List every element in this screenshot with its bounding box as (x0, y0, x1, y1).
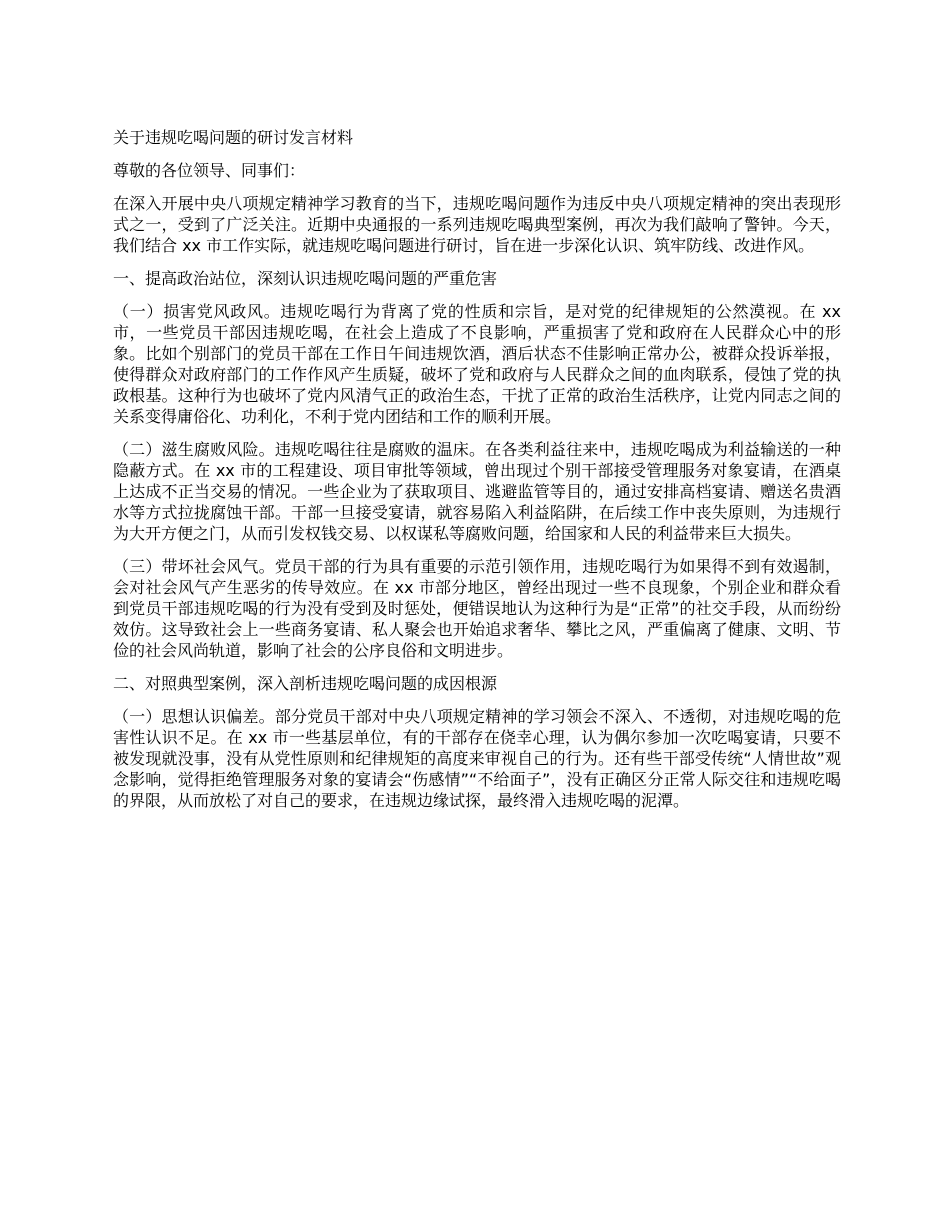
section-1-heading: 一、提高政治站位，深刻认识违规吃喝问题的严重危害 (113, 269, 498, 288)
document-body (113, 127, 841, 823)
section-1-paragraph-3: （三）带坏社会风气。党员干部的行为具有重要的示范引领作用，违规吃喝行为如果得不到有效遏制，会对社会风气产生恶劣的传导效应。在 xx 市部分地区，曾经出现过一些不良现象，个别企业和群众看到党员干部违规吃喝的行为没有受到及时惩处，便错误地认为这种行为是“正常”的社交手段，从而纷纷效仿。这导致社会上一些商务宴请、私人聚会也开始追求奢华、攀比之风，严重偏离了健康、文明、节俭的社会风尚轨道，影响了社会的公序良俗和文明进步。 (113, 557, 841, 660)
section-1-paragraph-1: （一）损害党风政风。违规吃喝行为背离了党的性质和宗旨，是对党的纪律规矩的公然漠视。在 xx 市，一些党员干部因违规吃喝，在社会上造成了不良影响，严重损害了党和政府在人民群众心中的形象。比如个别部门的党员干部在工作日午间违规饮酒，酒后状态不佳影响正常办公，被群众投诉举报，使得群众对政府部门的工作作风产生质疑，破坏了党和政府与人民群众之间的血肉联系，侵蚀了党的执政根基。这种行为也破坏了党内风清气正的政治生态，干扰了正常的政治生活秩序，让党内同志之间的关系变得庸俗化、功利化，不利于党内团结和工作的顺利开展。 (113, 302, 841, 426)
salutation: 尊敬的各位领导、同事们： (113, 161, 306, 180)
section-2-heading: 二、对照典型案例，深入剖析违规吃喝问题的成因根源 (113, 674, 498, 693)
intro-paragraph: 在深入开展中央八项规定精神学习教育的当下，违规吃喝问题作为违反中央八项规定精神的突出表现形式之一，受到了广泛关注。近期中央通报的一系列违规吃喝典型案例，再次为我们敲响了警钟。今天，我们结合 xx 市工作实际，就违规吃喝问题进行研讨，旨在进一步深化认识、筑牢防线、改进作风。 (113, 194, 841, 255)
document-title: 关于违规吃喝问题的研讨发言材料 (113, 128, 354, 147)
section-2-paragraph-1: （一）思想认识偏差。部分党员干部对中央八项规定精神的学习领会不深入、不透彻，对违规吃喝的危害性认识不足。在 xx 市一些基层单位，有的干部存在侥幸心理，认为偶尔参加一次吃喝宴请，只要不被发现就没事，没有从党性原则和纪律规矩的高度来审视自己的行为。还有些干部受传统“人情世故”观念影响，觉得拒绝管理服务对象的宴请会“伤感情”“不给面子”，没有正确区分正常人际交往和违规吃喝的界限，从而放松了对自己的要求，在违规边缘试探，最终滑入违规吃喝的泥潭。 (113, 707, 841, 810)
section-1-paragraph-2: （二）滋生腐败风险。违规吃喝往往是腐败的温床。在各类利益往来中，违规吃喝成为利益输送的一种隐蔽方式。在 xx 市的工程建设、项目审批等领域，曾出现过个别干部接受管理服务对象宴请，在酒桌上达成不正当交易的情况。一些企业为了获取项目、逃避监管等目的，通过安排高档宴请、赠送名贵酒水等方式拉拢腐蚀干部。干部一旦接受宴请，就容易陷入利益陷阱，在后续工作中丧失原则，为违规行为大开方便之门，从而引发权钱交易、以权谋私等腐败问题，给国家和人民的利益带来巨大损失。 (113, 440, 841, 543)
